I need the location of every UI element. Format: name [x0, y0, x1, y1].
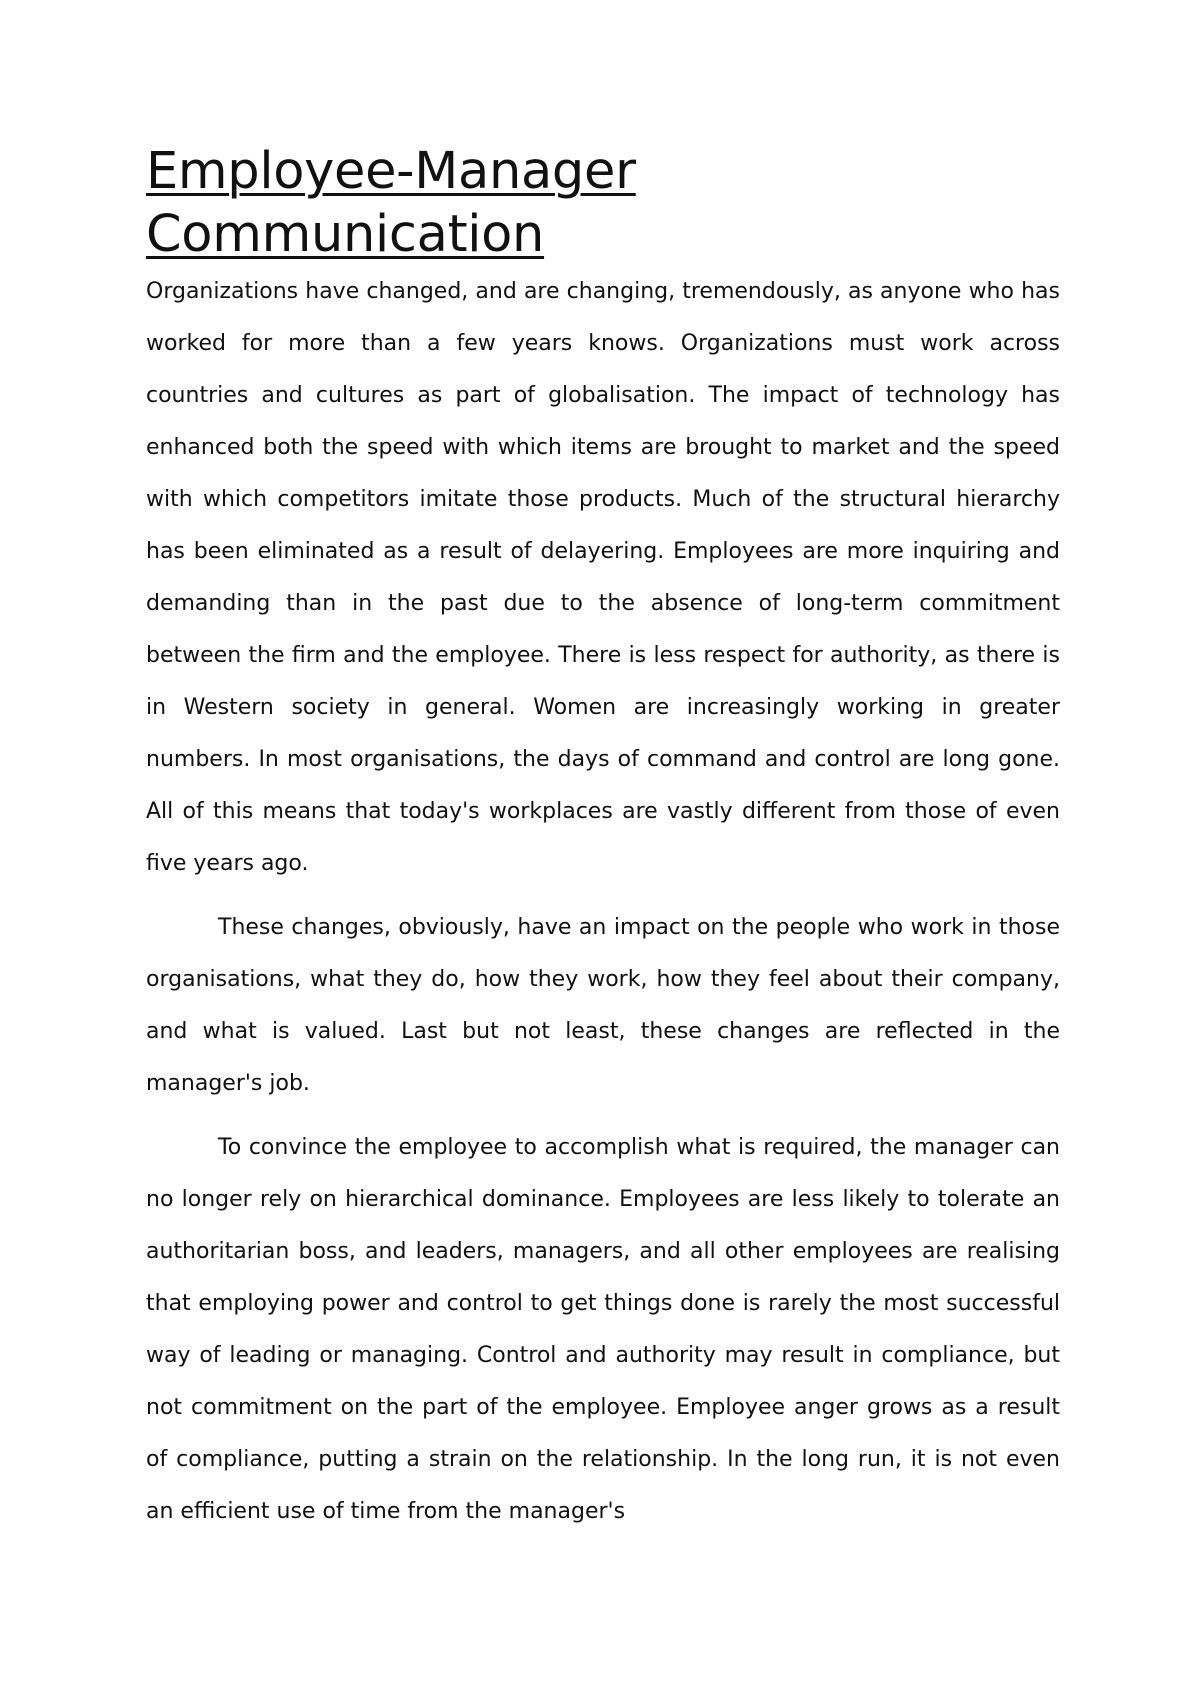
title-line-1: Employee-Manager	[146, 142, 636, 201]
document-title	[146, 140, 1060, 266]
title-line-2: Communication	[146, 205, 545, 264]
paragraph-3: To convince the employee to accomplish what is required, the manager can no longer rely on hierarchical dominance. Employees are less likely to tolerate an authoritarian boss, and leaders, managers, and all other employees are realising that employing power and control to get things done is rarely the most successful way of leading or managing. Control and authority may result in compliance, but not commitment on the part of the employee. Employee anger grows as a result of compliance, putting a strain on the relationship. In the long run, it is not even an efficient use of time from the manager's	[146, 1135, 1060, 1524]
paragraph-1: Organizations have changed, and are changing, tremendously, as anyone who has worked for more than a few years knows. Organizations must work across countries and cultures as part of globalisation. The impact of technology has enhanced both the speed with which items are brought to market and the speed with which competitors imitate those products. Much of the structural hierarchy has been eliminated as a result of delayering. Employees are more inquiring and demanding than in the past due to the absence of long-term commitment between the firm and the employee. There is less respect for authority, as there is in Western society in general. Women are increasingly working in greater numbers. In most organisations, the days of command and control are long gone. All of this means that today's workplaces are vastly different from those of even five years ago.	[146, 279, 1060, 876]
document-page	[146, 140, 1060, 1538]
paragraph-2: These changes, obviously, have an impact on the people who work in those organisations, what they do, how they work, how they feel about their company, and what is valued. Last but not least, these changes are reflected in the manager's job.	[146, 915, 1060, 1096]
